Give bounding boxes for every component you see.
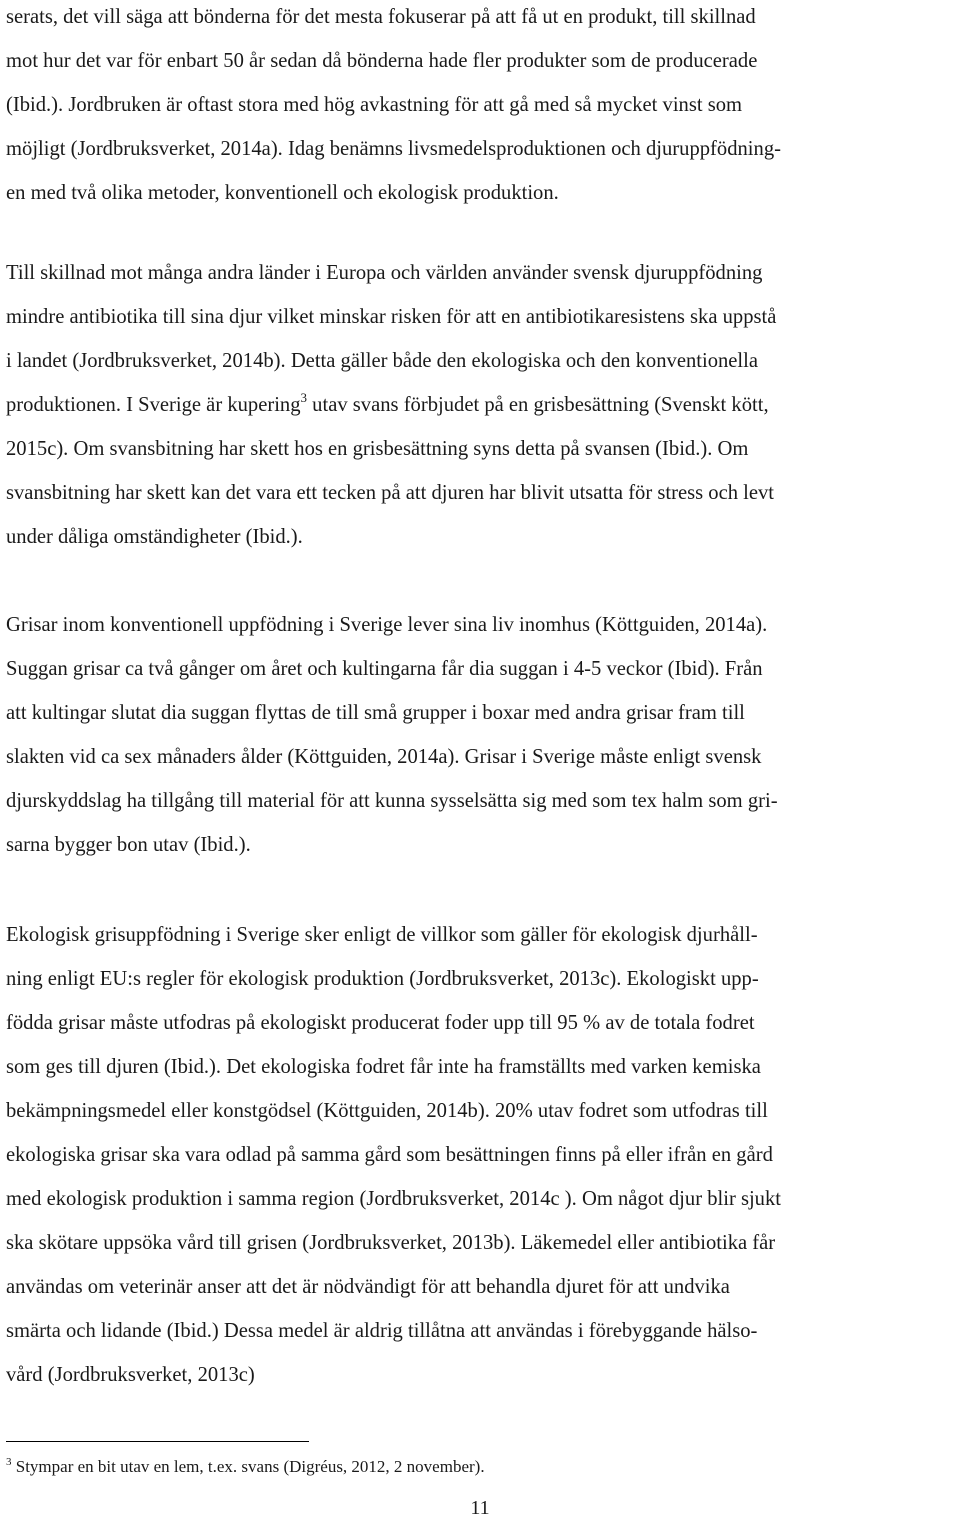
text-line: slakten vid ca sex månaders ålder (Köttguiden, 2014a). Grisar i Sverige måste enligt svensk xyxy=(6,746,762,768)
page-number: 11 xyxy=(470,1497,490,1519)
text-line: att kultingar slutat dia suggan flyttas de till små grupper i boxar med andra grisar fram till xyxy=(6,702,745,724)
text-line: ning enligt EU:s regler för ekologisk produktion (Jordbruksverket, 2013c). Ekologiskt upp- xyxy=(6,968,759,990)
text-line: mindre antibiotika till sina djur vilket minskar risken för att en antibiotikaresistens ska uppstå xyxy=(6,306,777,328)
text-line: smärta och lidande (Ibid.) Dessa medel är aldrig tillåtna att användas i förebyggande hälso- xyxy=(6,1320,758,1342)
text-line: användas om veterinär anser att det är nödvändigt för att behandla djuret för att undvika xyxy=(6,1276,730,1298)
text-line: under dåliga omständigheter (Ibid.). xyxy=(6,526,303,548)
text-line: Ekologisk grisuppfödning i Sverige sker enligt de villkor som gäller för ekologisk djurhåll- xyxy=(6,924,758,946)
footnote-marker: 3 xyxy=(6,1456,12,1468)
paragraph-farming-overview xyxy=(6,0,781,215)
text-line: serats, det vill säga att bönderna för det mesta fokuserar på att få ut en produkt, till skillnad xyxy=(6,6,756,28)
text-line: Till skillnad mot många andra länder i Europa och världen använder svensk djuruppfödning xyxy=(6,262,763,284)
text-line: djurskyddslag ha tillgång till material för att kunna sysselsätta sig med som tex halm som gri- xyxy=(6,790,778,812)
text-line: svansbitning har skett kan det vara ett tecken på att djuren har blivit utsatta för stress och levt xyxy=(6,482,775,504)
text-line: (Ibid.). Jordbruken är oftast stora med hög avkastning för att gå med så mycket vinst som xyxy=(6,94,743,116)
text-line: som ges till djuren (Ibid.). Det ekologiska fodret får inte ha framställts med varken kemiska xyxy=(6,1056,761,1078)
text-line: sarna bygger bon utav (Ibid.). xyxy=(6,834,251,856)
text-line: Suggan grisar ca två gånger om året och kultingarna får dia suggan i 4-5 veckor (Ibid). Från xyxy=(6,658,763,680)
text-line-with-footnote-ref xyxy=(6,383,776,427)
text-line: bekämpningsmedel eller konstgödsel (Köttguiden, 2014b). 20% utav fodret som utfodras till xyxy=(6,1100,768,1122)
footnote-reference: 3 xyxy=(300,390,308,405)
text-line: möjligt (Jordbruksverket, 2014a). Idag benämns livsmedelsproduktionen och djuruppfödning- xyxy=(6,138,781,160)
text-line: i landet (Jordbruksverket, 2014b). Detta gäller både den ekologiska och den konventionella xyxy=(6,350,759,372)
text-line: ekologiska grisar ska vara odlad på samma gård som besättningen finns på eller ifrån en gård xyxy=(6,1144,773,1166)
text-segment: utav svans förbjudet på en grisbesättning (Svenskt kött, xyxy=(307,394,769,416)
footnote xyxy=(6,1456,485,1478)
footnote-text: Stympar en bit utav en lem, t.ex. svans (Digréus, 2012, 2 november). xyxy=(11,1457,485,1476)
text-line: födda grisar måste utfodras på ekologiskt producerat foder upp till 95 % av de totala fodret xyxy=(6,1012,755,1034)
footnote-divider xyxy=(6,1441,309,1442)
text-line: 2015c). Om svansbitning har skett hos en grisbesättning syns detta på svansen (Ibid.). Om xyxy=(6,438,749,460)
paragraph-organic-rearing xyxy=(6,913,781,1397)
text-line: med ekologisk produktion i samma region (Jordbruksverket, 2014c ). Om något djur blir sjukt xyxy=(6,1188,782,1210)
text-line: en med två olika metoder, konventionell och ekologisk produktion. xyxy=(6,182,559,204)
text-line: Grisar inom konventionell uppfödning i Sverige lever sina liv inomhus (Köttguiden, 2014a). xyxy=(6,614,768,636)
paragraph-conventional-rearing xyxy=(6,603,778,867)
text-line: ska skötare uppsöka vård till grisen (Jordbruksverket, 2013b). Läkemedel eller antibiotika får xyxy=(6,1232,776,1254)
paragraph-antibiotics xyxy=(6,251,776,559)
text-line: mot hur det var för enbart 50 år sedan då bönderna hade fler produkter som de producerade xyxy=(6,50,758,72)
text-segment: produktionen. I Sverige är kupering xyxy=(6,394,301,416)
text-line: vård (Jordbruksverket, 2013c) xyxy=(6,1364,255,1386)
